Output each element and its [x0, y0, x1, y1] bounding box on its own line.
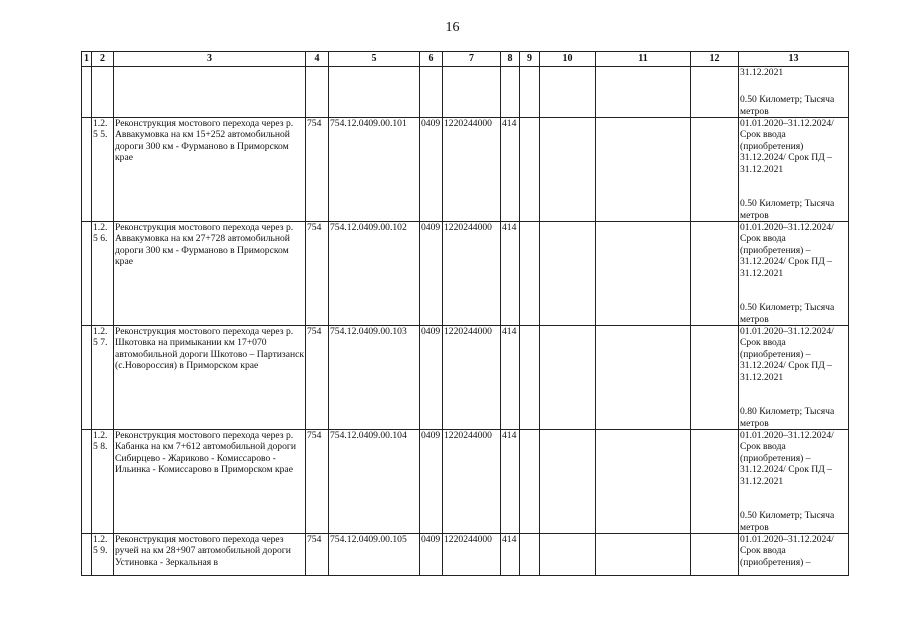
cell-col6: 0409: [420, 222, 443, 326]
cell-col13-capacity: 0.50 Километр; Тысяча метров: [740, 198, 835, 221]
cell-col4: 754: [306, 326, 329, 430]
cell-row-id: 1.2.5 9.: [92, 534, 114, 576]
cell-row-id: 1.2.5 5.: [92, 118, 114, 222]
cell-col13-period: 01.01.2020–31.12.2024/ Срок ввода (приобретения) –: [740, 534, 834, 568]
cell-col4: 754: [306, 534, 329, 576]
table-row: [82, 67, 849, 118]
table-row: [82, 326, 849, 430]
cell-col6: 0409: [420, 118, 443, 222]
header-col-5: 5: [329, 52, 420, 67]
cell-col6: 0409: [420, 534, 443, 576]
header-col-10: 10: [540, 52, 596, 67]
table-row: [82, 222, 849, 326]
header-col-13: 13: [739, 52, 849, 67]
page-number: 16: [445, 20, 460, 35]
cell-col6: 0409: [420, 430, 443, 534]
cell-col7: 1220244000: [443, 534, 501, 576]
cell-col5: 754.12.0409.00.103: [329, 326, 420, 430]
cell-col5: 754.12.0409.00.104: [329, 430, 420, 534]
header-col-2: 2: [92, 52, 114, 67]
cell-row-id: 1.2.5 7.: [92, 326, 114, 430]
cell-object-name: Реконструкция мостового перехода через р. Кабанка на км 7+612 автомобильной дороги Сибирцево - Жариково - Комиссарово - Ильинка - Комиссарово в Приморском крае: [114, 430, 306, 534]
cell-col5: 754.12.0409.00.102: [329, 222, 420, 326]
cell-col13-period: 01.01.2020–31.12.2024/ Срок ввода (приобретения) – 31.12.2024/ Срок ПД – 31.12.2021: [740, 430, 834, 487]
table-row: [82, 430, 849, 534]
cell-col8: 414: [501, 326, 520, 430]
header-col-9: 9: [520, 52, 540, 67]
cell-col5: 754.12.0409.00.101: [329, 118, 420, 222]
cell-col7: 1220244000: [443, 118, 501, 222]
cell-col4: 754: [306, 222, 329, 326]
header-col-8: 8: [501, 52, 520, 67]
budget-table: [81, 51, 849, 576]
cell-col8: 414: [501, 118, 520, 222]
header-col-7: 7: [443, 52, 501, 67]
cell-col8: 414: [501, 534, 520, 576]
cell-col7: 1220244000: [443, 222, 501, 326]
table-row: [82, 534, 849, 576]
table-row: [82, 118, 849, 222]
cell-col5: 754.12.0409.00.105: [329, 534, 420, 576]
cell-col13-period: 01.01.2020–31.12.2024/ Срок ввода (приобретения) – 31.12.2024/ Срок ПД – 31.12.2021: [740, 222, 834, 279]
cell-col13-capacity: 0.50 Километр; Тысяча метров: [740, 510, 835, 533]
cell-object-name: Реконструкция мостового перехода через р. Аввакумовка на км 15+252 автомобильной дороги 300 км - Фурманово в Приморском крае: [114, 118, 306, 222]
cell-object-name: Реконструкция мостового перехода через ручей на км 28+907 автомобильной дороги Устиновка - Зеркальная в: [114, 534, 306, 576]
cell-col13-period: 01.01.2020–31.12.2024/ Срок ввода (приобретения) – 31.12.2024/ Срок ПД – 31.12.2021: [740, 326, 834, 383]
header-col-11: 11: [596, 52, 691, 67]
cell-object-name: Реконструкция мостового перехода через р. Аввакумовка на км 27+728 автомобильной дороги 300 км - Фурманово в Приморском крае: [114, 222, 306, 326]
cell-col4: 754: [306, 118, 329, 222]
header-col-6: 6: [420, 52, 443, 67]
header-col-12: 12: [691, 52, 739, 67]
cell-col13-capacity: 0.80 Километр; Тысяча метров: [740, 406, 835, 429]
cell-col6: 0409: [420, 326, 443, 430]
cell-col13-capacity: 0.50 Километр; Тысяча метров: [740, 302, 835, 325]
cell-object-name: Реконструкция мостового перехода через р. Шкотовка на примыкании км 17+070 автомобильной дороги Шкотово – Партизанск (с.Новороссия) в Приморском крае: [114, 326, 306, 430]
header-col-4: 4: [306, 52, 329, 67]
cell-col7: 1220244000: [443, 430, 501, 534]
header-col-1: 1: [82, 52, 92, 67]
cell-col13-period: 01.01.2020–31.12.2024/ Срок ввода (приобретения) 31.12.2024/ Срок ПД – 31.12.2021: [740, 118, 834, 175]
cell-col8: 414: [501, 430, 520, 534]
header-col-3: 3: [114, 52, 306, 67]
cell-col8: 414: [501, 222, 520, 326]
cell-col13-period: 31.12.2021: [740, 67, 784, 78]
cell-col13-capacity: 0.50 Километр; Тысяча метров: [740, 94, 835, 117]
cell-col4: 754: [306, 430, 329, 534]
cell-row-id: 1.2.5 8.: [92, 430, 114, 534]
header-row: [82, 52, 849, 67]
cell-row-id: 1.2.5 6.: [92, 222, 114, 326]
cell-col7: 1220244000: [443, 326, 501, 430]
